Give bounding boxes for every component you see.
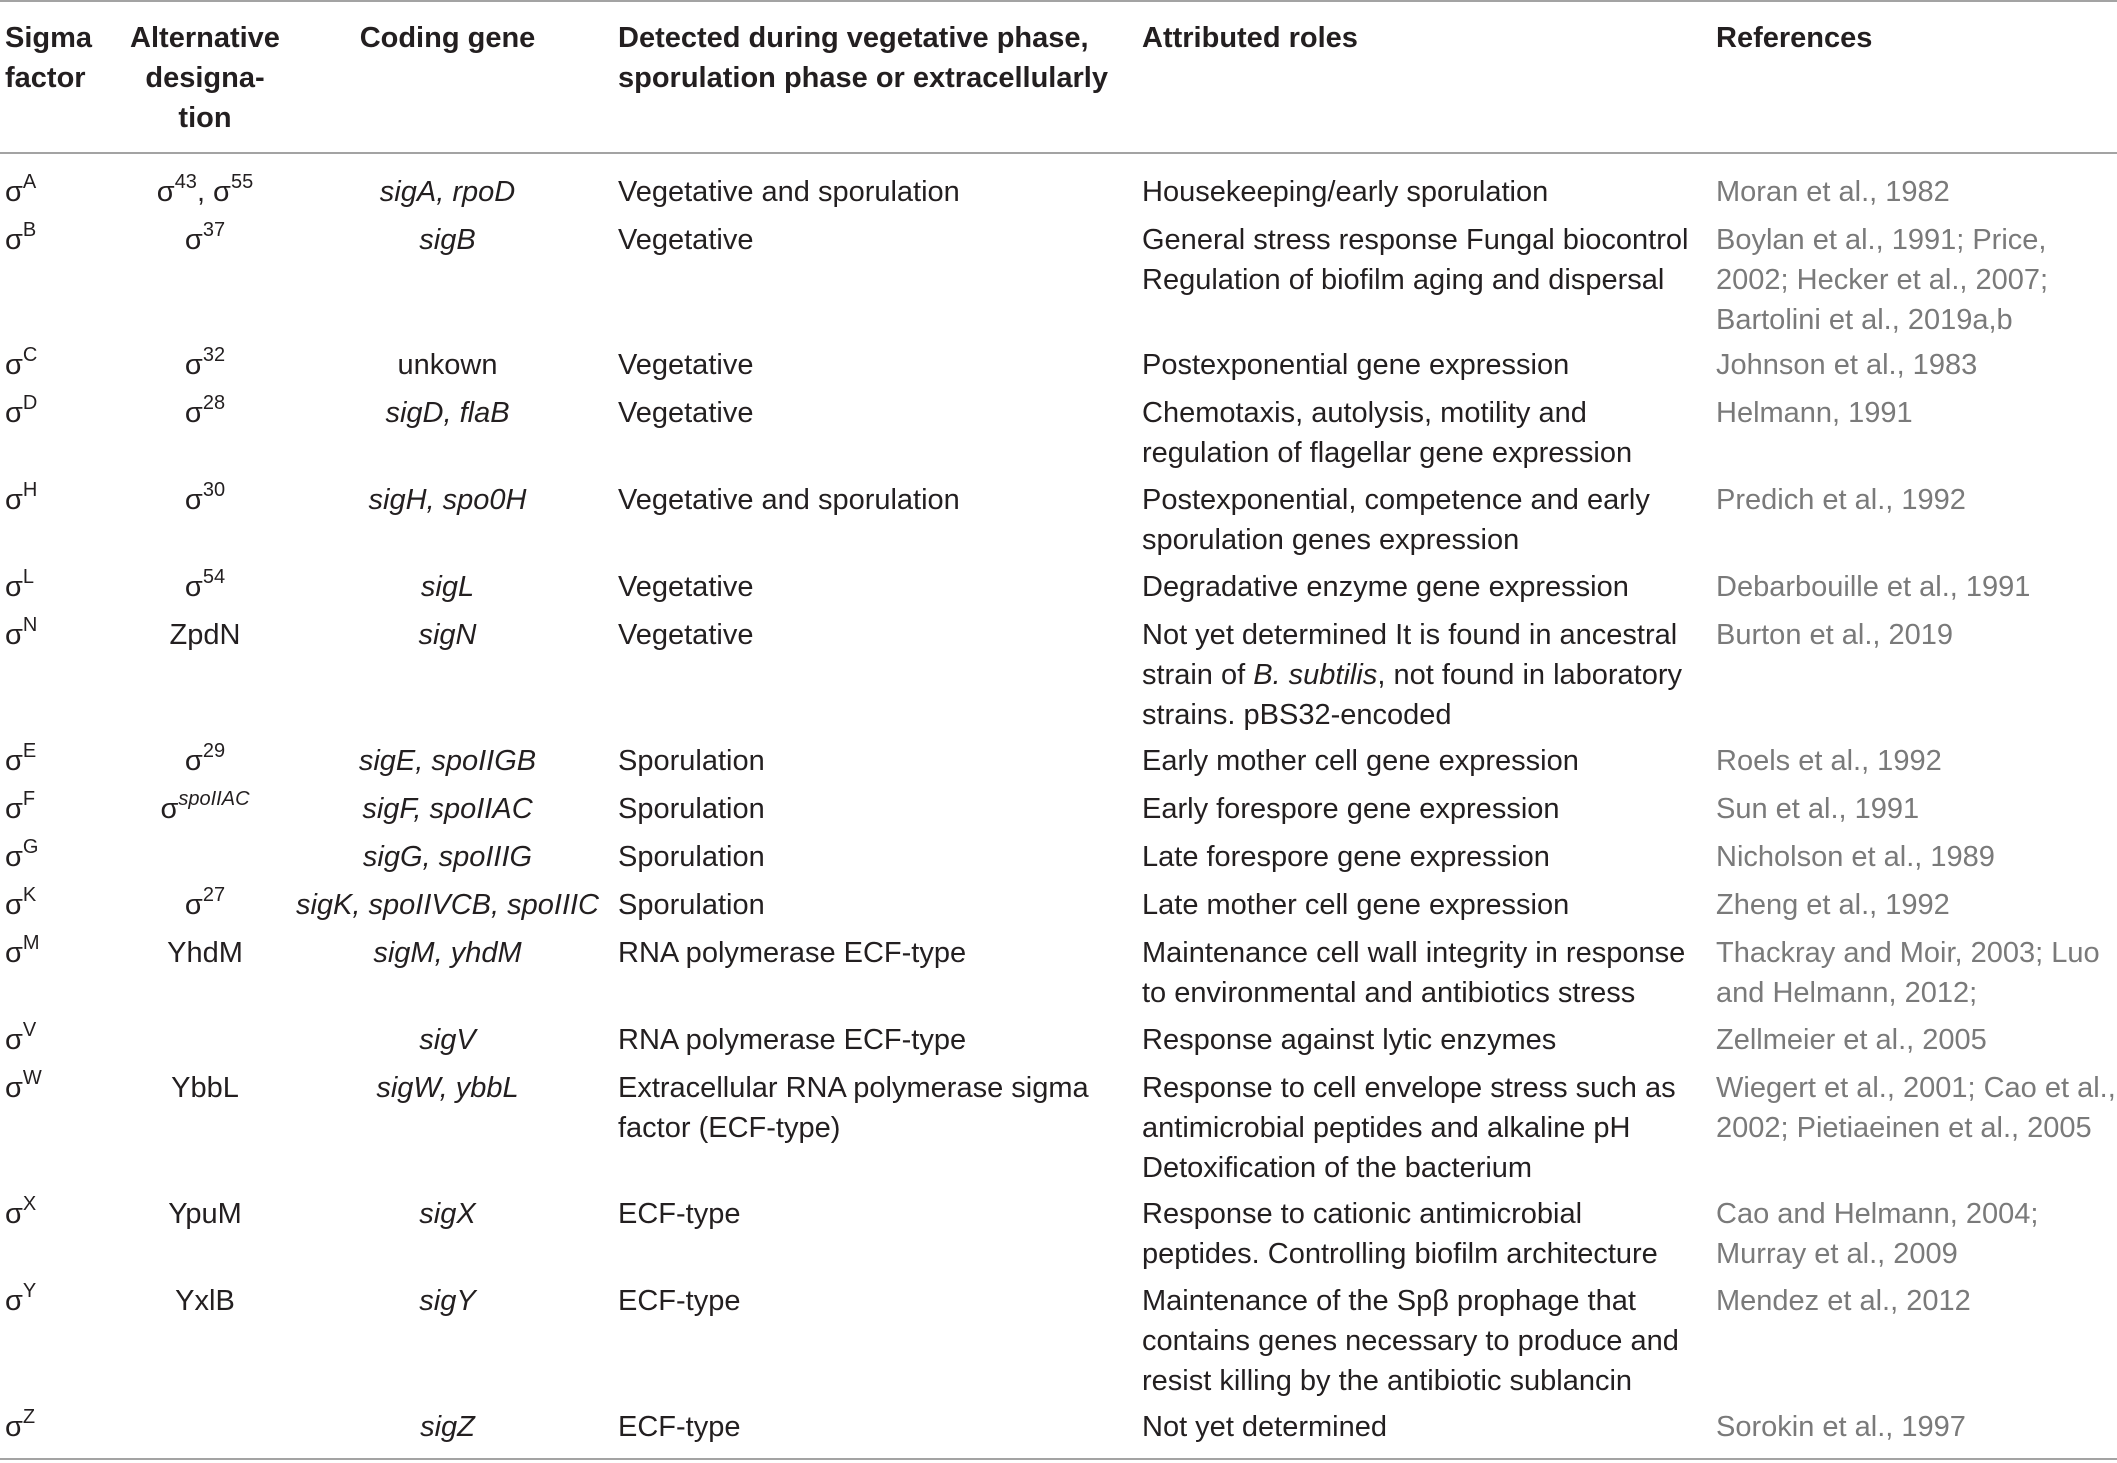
table-top-rule [0,0,2117,2]
table-bottom-rule [0,1458,2117,1460]
detected-phase-cell [618,885,1138,925]
sigma-factor-cell: $\sigma^M$ [5,932,40,969]
cell-line: Vegetative [618,397,754,429]
sigma-factor-cell: $\sigma^Y$ [5,1280,37,1317]
attributed-roles-cell [1142,345,1702,385]
cell-line: Moran et al., 1982 [1716,176,1950,208]
alternative-designation-cell: $\sigma^{29}$ [184,740,226,777]
coding-gene-cell: sigW, ybbL [376,1072,519,1104]
references-cell [1716,885,2116,925]
alternative-designation-cell: $\sigma^{43}$, $\sigma^{55}$ [156,171,254,208]
attributed-roles-cell [1142,393,1702,473]
alternative-designation-cell: $\sigma^{37}$ [184,219,226,256]
sigma-factor-cell: $\sigma^E$ [5,740,37,777]
cell-line: Postexponential, competence and early [1142,484,1650,516]
detected-phase-cell [618,615,1138,655]
sigma-factor-cell: $\sigma^Z$ [5,1406,36,1443]
detected-phase-cell [618,837,1138,877]
cell-line: ECF-type [618,1198,741,1230]
cell-line: regulation of flagellar gene expression [1142,437,1633,469]
sigma-superscript: K [22,884,37,907]
sigma-factor-cell: $\sigma^D$ [5,392,38,429]
detected-phase-cell [618,741,1138,781]
attributed-roles-cell [1142,1194,1702,1274]
cell-line: Bartolini et al., 2019a,b [1716,304,2013,336]
cell-line: resist killing by the antibiotic sublancin [1142,1365,1633,1397]
sigma-superscript: C [22,344,38,367]
designation-superscript: 37 [202,219,226,242]
attributed-roles-cell [1142,1281,1702,1401]
sigma-factor-cell: $\sigma^H$ [5,479,38,516]
attributed-roles-cell [1142,933,1702,1013]
cell-line: antimicrobial peptides and alkaline pH [1142,1112,1631,1144]
designation-superscript: 32 [202,344,226,367]
sigma-factor-cell: $\sigma^X$ [5,1193,37,1230]
cell-line: Maintenance cell wall integrity in response [1142,937,1686,969]
coding-gene-cell: sigE, spoIIGB [358,745,537,777]
cell-line: Not yet determined It is found in ancestral [1142,619,1678,651]
cell-line: Response to cationic antimicrobial [1142,1198,1583,1230]
designation-superscript: 43 [174,171,197,194]
attributed-roles-cell [1142,480,1702,560]
cell-line: Early mother cell gene expression [1142,745,1579,777]
designation-superscript: 54 [202,566,226,589]
references-cell [1716,615,2116,655]
sigma-superscript: Y [22,1280,37,1303]
header-alternative-designation: Alternative designa- tion [130,22,280,134]
cell-line: Vegetative [618,619,754,651]
sigma-factor-cell: $\sigma^W$ [5,1067,42,1104]
sigma-superscript: W [22,1067,42,1090]
detected-phase-cell [618,567,1138,607]
coding-gene-cell: sigK, spoIIVCB, spoIIIC [295,889,599,921]
sigma-factor-cell: $\sigma^F$ [5,788,36,825]
sigma-superscript: D [22,392,38,415]
sigma-factor-cell: $\sigma^K$ [5,884,37,921]
header-detected-phase: Detected during vegetative phase, sporulation phase or extracellularly [618,22,1108,94]
designation-superscript: 55 [230,171,254,194]
sigma-superscript: A [22,171,37,194]
detected-phase-cell [618,1068,1138,1148]
designation-superscript: 28 [202,392,226,415]
cell-line: Sporulation [618,841,765,873]
cell-line: Vegetative [618,349,754,381]
attributed-roles-cell [1142,220,1702,300]
alternative-designation-cell: YpuM [168,1198,242,1230]
coding-gene-cell: sigN [418,619,477,651]
designation-superscript: 30 [202,479,226,502]
sigma-superscript: H [22,479,38,502]
attributed-roles-cell [1142,172,1702,212]
coding-gene-cell: sigD, flaB [385,397,510,429]
cell-line: strains. pBS32-encoded [1142,699,1452,731]
detected-phase-cell [618,480,1138,520]
detected-phase-cell [618,1020,1138,1060]
attributed-roles-cell [1142,1407,1702,1447]
sigma-factor-cell: $\sigma^B$ [5,219,37,256]
detected-phase-cell [618,933,1138,973]
coding-gene-cell: unkown [397,349,498,381]
cell-line: Vegetative [618,224,754,256]
cell-line: Extracellular RNA polymerase sigma [618,1072,1089,1104]
coding-gene-cell: sigY [419,1285,476,1317]
cell-line: Late mother cell gene expression [1142,889,1570,921]
cell-line: Predich et al., 1992 [1716,484,1966,516]
detected-phase-cell [618,1194,1138,1234]
detected-phase-cell [618,1281,1138,1321]
sigma-superscript: E [22,740,37,763]
attributed-roles-cell [1142,741,1702,781]
cell-line: Regulation of biofilm aging and dispersal [1142,264,1665,296]
cell-line: Murray et al., 2009 [1716,1238,1958,1270]
cell-line: contains genes necessary to produce and [1142,1325,1679,1357]
cell-line: to environmental and antibiotics stress [1142,977,1636,1009]
references-cell [1716,1281,2116,1321]
cell-line: Sorokin et al., 1997 [1716,1411,1966,1443]
sigma-factor-cell: $\sigma^A$ [5,171,37,208]
cell-line: ECF-type [618,1285,741,1317]
alternative-designation-cell: $\sigma^{30}$ [184,479,226,516]
attributed-roles-cell [1142,789,1702,829]
alternative-designation-cell: YxlB [175,1285,235,1317]
alternative-designation-cell: ZpdN [169,619,241,651]
cell-line: Roels et al., 1992 [1716,745,1942,777]
cell-line: Boylan et al., 1991; Price, [1716,224,2047,256]
references-cell [1716,1194,2116,1274]
header-sigma-factor: Sigma factor [5,22,93,94]
sigma-factor-cell: $\sigma^C$ [5,344,38,381]
cell-line: Cao and Helmann, 2004; [1716,1198,2039,1230]
sigma-superscript: G [22,836,39,859]
cell-line: Zheng et al., 1992 [1716,889,1950,921]
cell-line: Sporulation [618,793,765,825]
header-attributed-roles: Attributed roles [1142,22,1358,54]
cell-line: Vegetative and sporulation [618,176,960,208]
alternative-designation-cell: $\sigma^{54}$ [184,566,226,603]
detected-phase-cell [618,393,1138,433]
attributed-roles-cell [1142,885,1702,925]
sigma-superscript: N [22,614,38,637]
alternative-designation-cell: $\sigma^{32}$ [184,344,226,381]
cell-line: Not yet determined [1142,1411,1388,1443]
references-cell [1716,1068,2116,1148]
designation-superscript: spoIIAC [178,788,250,811]
cell-line: Postexponential gene expression [1142,349,1570,381]
cell-line: Wiegert et al., 2001; Cao et al., [1716,1072,2116,1104]
cell-line: Zellmeier et al., 2005 [1716,1024,1987,1056]
cell-line: Vegetative and sporulation [618,484,960,516]
detected-phase-cell [618,220,1138,260]
cell-line: Thackray and Moir, 2003; Luo [1716,937,2100,969]
designation-superscript: 29 [202,740,226,763]
cell-line: Sporulation [618,889,765,921]
coding-gene-cell: sigX [419,1198,476,1230]
alternative-designation-cell: $\sigma^{spoIIAC}$ [160,788,250,825]
detected-phase-cell [618,1407,1138,1447]
references-cell [1716,480,2116,520]
cell-line: Response to cell envelope stress such as [1142,1072,1676,1104]
sigma-factor-cell: $\sigma^V$ [5,1019,37,1056]
cell-line: Chemotaxis, autolysis, motility and [1142,397,1587,429]
sigma-superscript: F [22,788,36,811]
sigma-superscript: Z [22,1406,36,1429]
cell-line: General stress response Fungal biocontrol [1142,224,1689,256]
alternative-designation-cell: YhdM [167,937,243,969]
sigma-factor-cell: $\sigma^G$ [5,836,39,873]
sigma-superscript: V [22,1019,37,1042]
references-cell [1716,345,2116,385]
coding-gene-cell: sigM, yhdM [373,937,522,969]
alternative-designation-cell: $\sigma^{28}$ [184,392,226,429]
attributed-roles-cell [1142,1020,1702,1060]
references-cell [1716,1020,2116,1060]
cell-line: Vegetative [618,571,754,603]
references-cell [1716,220,2116,340]
cell-line: Early forespore gene expression [1142,793,1560,825]
coding-gene-cell: sigV [419,1024,476,1056]
cell-line: Debarbouille et al., 1991 [1716,571,2031,603]
cell-line: strain of B. subtilis, not found in laboratory [1142,659,1683,691]
designation-superscript: 27 [202,884,226,907]
species-name: B. subtilis [1253,659,1378,691]
cell-line: RNA polymerase ECF-type [618,937,967,969]
cell-line: Late forespore gene expression [1142,841,1550,873]
cell-line: Sporulation [618,745,765,777]
cell-line: RNA polymerase ECF-type [618,1024,967,1056]
cell-line: Maintenance of the Spβ prophage that [1142,1285,1636,1317]
coding-gene-cell: sigB [419,224,476,256]
cell-line: ECF-type [618,1411,741,1443]
references-cell [1716,567,2116,607]
cell-line: Nicholson et al., 1989 [1716,841,1995,873]
detected-phase-cell [618,172,1138,212]
header-coding-gene: Coding gene [359,22,536,54]
attributed-roles-cell [1142,1068,1702,1188]
cell-line: 2002; Hecker et al., 2007; [1716,264,2049,296]
cell-line: Housekeeping/early sporulation [1142,176,1549,208]
cell-line: Johnson et al., 1983 [1716,349,1978,381]
references-cell [1716,789,2116,829]
detected-phase-cell [618,345,1138,385]
cell-line: 2002; Pietiaeinen et al., 2005 [1716,1112,2092,1144]
alternative-designation-cell: $\sigma^{27}$ [184,884,226,921]
sigma-superscript: M [22,932,40,955]
cell-line: Detoxification of the bacterium [1142,1152,1533,1184]
cell-line: factor (ECF-type) [618,1112,841,1144]
coding-gene-cell: sigG, spoIIIG [362,841,533,873]
sigma-factor-cell: $\sigma^L$ [5,566,35,603]
attributed-roles-cell [1142,837,1702,877]
cell-line: Burton et al., 2019 [1716,619,1953,651]
coding-gene-cell: sigZ [420,1411,475,1443]
references-cell [1716,172,2116,212]
alternative-designation-cell: YbbL [171,1072,239,1104]
cell-line: Response against lytic enzymes [1142,1024,1557,1056]
references-cell [1716,933,2116,1013]
references-cell [1716,1407,2116,1447]
cell-line: and Helmann, 2012; [1716,977,1978,1009]
cell-line: sporulation genes expression [1142,524,1520,556]
sigma-factor-cell: $\sigma^N$ [5,614,38,651]
table-header-rule [0,152,2117,154]
header-references: References [1716,22,1873,54]
coding-gene-cell: sigF, spoIIAC [362,793,533,825]
detected-phase-cell [618,789,1138,829]
cell-line: Mendez et al., 2012 [1716,1285,1971,1317]
references-cell [1716,393,2116,433]
cell-line: Degradative enzyme gene expression [1142,571,1629,603]
sigma-superscript: B [22,219,37,242]
coding-gene-cell: sigL [420,571,475,603]
attributed-roles-cell [1142,615,1702,735]
coding-gene-cell: sigA, rpoD [379,176,516,208]
attributed-roles-cell [1142,567,1702,607]
coding-gene-cell: sigH, spo0H [368,484,527,516]
cell-line: peptides. Controlling biofilm architecture [1142,1238,1658,1270]
references-cell [1716,741,2116,781]
cell-line: Sun et al., 1991 [1716,793,1920,825]
references-cell [1716,837,2116,877]
cell-line: Helmann, 1991 [1716,397,1913,429]
sigma-superscript: X [22,1193,37,1216]
sigma-superscript: L [22,566,35,589]
